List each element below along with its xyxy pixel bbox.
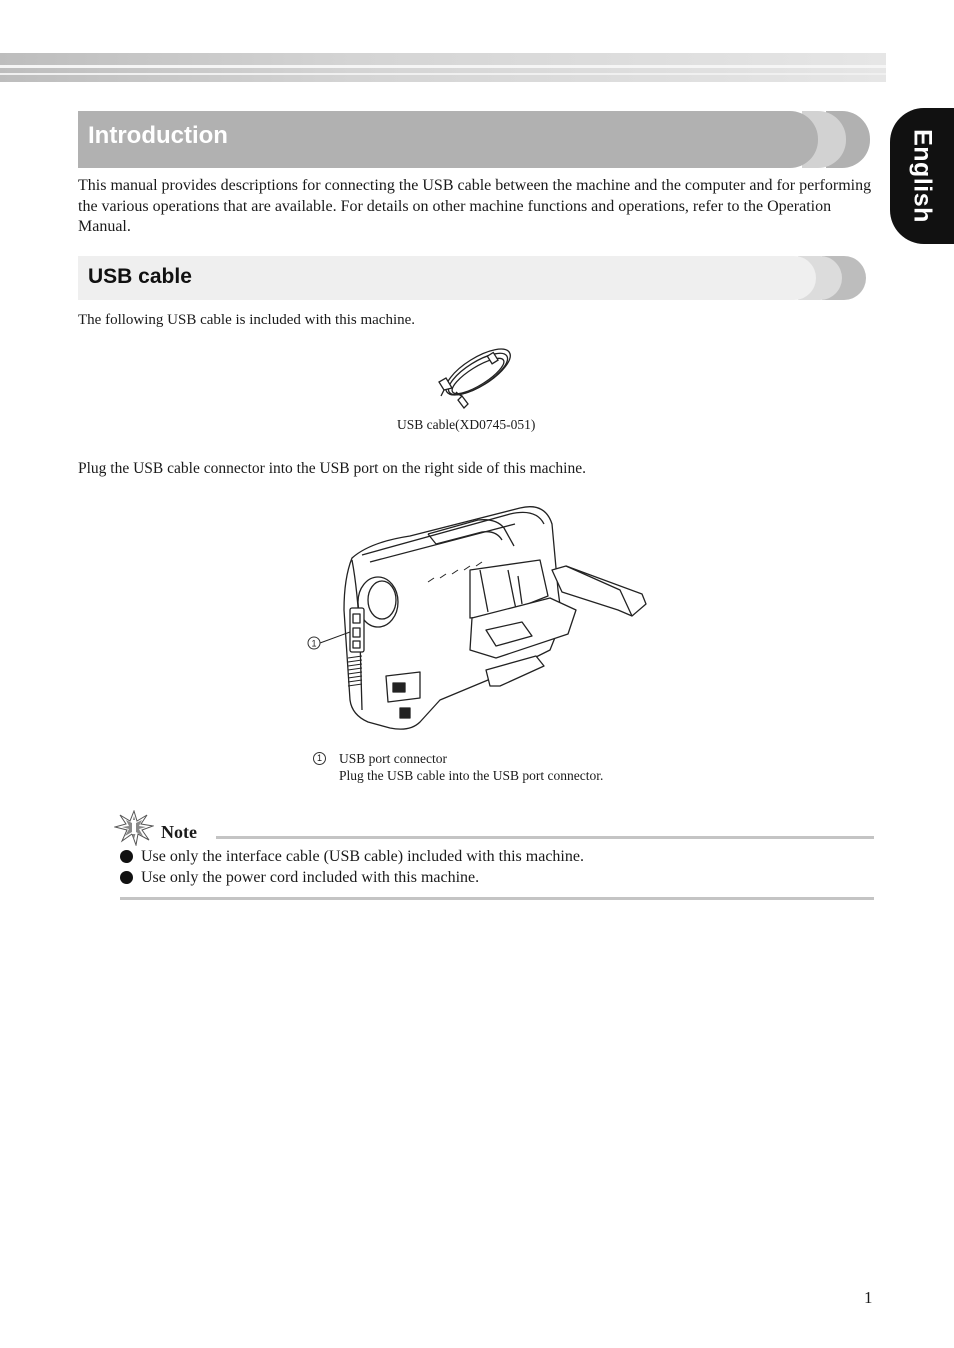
callout-description: Plug the USB cable into the USB port connector. [339, 768, 604, 783]
note-title: Note [161, 822, 197, 842]
callout-legend-marker: 1 [313, 752, 326, 765]
bullet-icon [120, 871, 133, 884]
note-item-text: Use only the interface cable (USB cable) included with this machine. [141, 848, 584, 865]
usb-cable-title: USB cable [88, 265, 192, 288]
list-item [120, 867, 584, 888]
sewing-machine-illustration [300, 500, 650, 735]
header-band [0, 53, 886, 82]
usb-cable-illustration [434, 348, 518, 412]
usb-cable-intro: The following USB cable is included with this machine. [78, 312, 416, 328]
introduction-paragraph: This manual provides descriptions for connecting the USB cable between the machine and the computer and for performing the various operations that are available. For details on other machine functions and operations, refer to the Operation Manual. [78, 177, 872, 235]
list-item [120, 846, 584, 867]
section-heading-introduction [78, 111, 818, 168]
section-heading-usb-cable [78, 256, 816, 300]
language-tab-label: English [908, 129, 937, 223]
bullet-icon [120, 850, 133, 863]
usb-cable-caption: USB cable(XD0745-051) [397, 417, 536, 432]
page-number: 1 [864, 1288, 873, 1307]
callout-title: USB port connector [339, 751, 447, 766]
language-tab [890, 108, 954, 244]
note-item-text: Use only the power cord included with this machine. [141, 869, 480, 886]
usb-instruction: Plug the USB cable connector into the USB port on the right side of this machine. [78, 460, 586, 477]
note-icon [114, 810, 154, 846]
callout-marker: 1 [311, 638, 317, 649]
note-bottom-rule [120, 897, 874, 900]
introduction-title: Introduction [88, 122, 228, 149]
note-list [120, 846, 584, 888]
note-top-rule [216, 836, 874, 839]
